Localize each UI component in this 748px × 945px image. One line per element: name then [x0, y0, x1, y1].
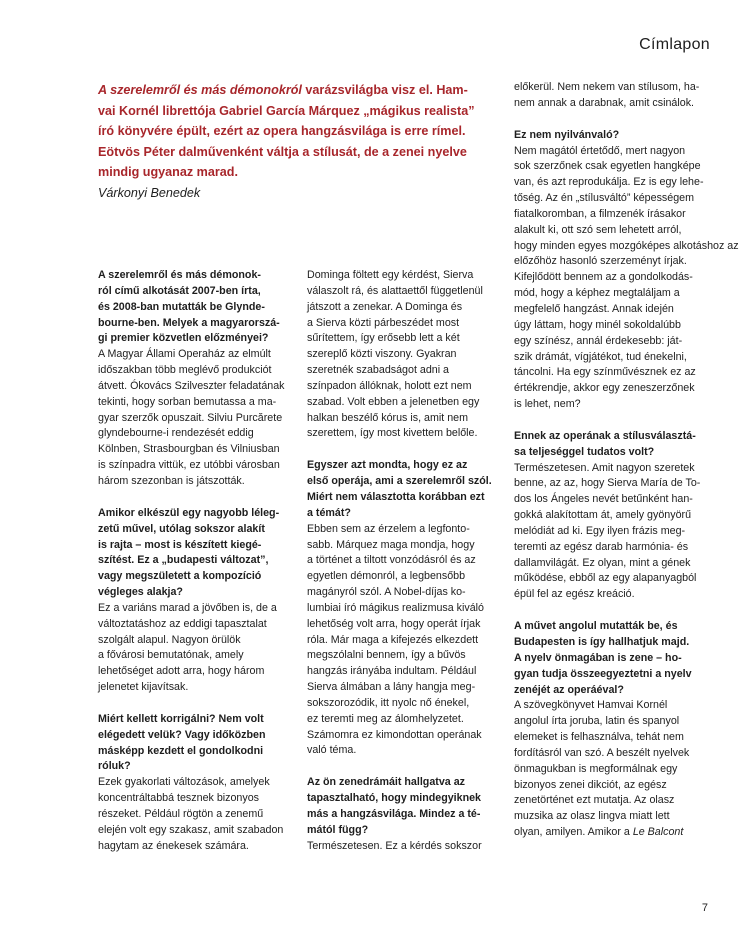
answer-line: önmagukban is megformálnak egy — [514, 762, 678, 775]
paragraph-gap — [307, 442, 503, 458]
question-line: Miért kellett korrigálni? Nem volt — [98, 712, 264, 725]
answer-line: glyndebourne-i rendezését eddig — [98, 427, 254, 440]
question-line: a témát? — [307, 506, 351, 519]
answer-line: a fővárosi bemutatónak, amely — [98, 649, 244, 662]
question-line: más a hangzásvilága. Mindez a té- — [307, 808, 481, 820]
answer-line: sűrítettem, így erősebb lett a két — [307, 332, 460, 345]
answer-line: is színpadra vittük, ez utóbbi városban — [98, 459, 280, 472]
question-line: és 2008-ban mutatták be Glynde- — [98, 300, 265, 313]
answer-line: magányról szól. A Nobel-díjas ko- — [307, 586, 466, 599]
answer-line: hagytam az énekesek számára. — [98, 839, 249, 852]
paragraph-gap — [514, 112, 714, 128]
answer-line: értékrendje, akkor egy zeneszerzőnek — [514, 382, 695, 395]
paragraph-gap — [98, 696, 294, 712]
question-line: végleges alakja? — [98, 586, 183, 599]
paragraph-gap — [98, 490, 294, 506]
author-byline: Várkonyi Benedek — [98, 185, 201, 200]
answer-line: Kölnben, Strasbourgban és Vilniusban — [98, 443, 280, 456]
question-line: A szerelemről és más démonok- — [98, 269, 261, 281]
section-title: Címlapon — [639, 36, 710, 53]
paragraph-gap — [514, 603, 714, 619]
answer-line: szolgált alapul. Nagyon örülök — [98, 633, 241, 646]
answer-line: színpadon állóknak, holott ezt nem — [307, 379, 472, 392]
question-line: másképp kezdett el gondolkodni — [98, 744, 264, 757]
answer-line: tőség. Az én „stílusváltó” képességem — [514, 192, 694, 205]
question-line: gi premier közvetlen előzményei? — [98, 332, 269, 345]
answer-line: egy színész, annál érdekesebb: ját- — [514, 334, 683, 347]
answer-line: teremti az egész darab harmónia- és — [514, 540, 689, 553]
column-2 — [307, 268, 503, 855]
answer-line: szereplő közti viszony. Gyakran — [307, 348, 457, 361]
answer-line: Természetesen. Ez a kérdés sokszor — [307, 839, 482, 852]
answer-line: sokszorozódik, itt nyolc nő énekel, — [307, 696, 470, 709]
question-line: A művet angolul mutatták be, és — [514, 620, 678, 633]
answer-line: lehetőséget adott arra, hogy három — [98, 665, 265, 678]
answer-line: gokká alakítottam át, amely gyönyörű — [514, 509, 692, 522]
answer-line: nem annak a darabnak, amit csinálok. — [514, 96, 695, 109]
answer-line: lumbiai író mágikus realizmusa kiváló — [307, 601, 485, 614]
lead-line — [98, 80, 508, 101]
question-line: Amikor elkészül egy nagyobb léleg- — [98, 506, 280, 519]
column-3 — [514, 80, 739, 841]
answer-line: átvett. Ókovács Szilveszter feladatának — [98, 379, 285, 392]
lead-paragraph — [98, 80, 508, 203]
answer-line: Ebben sem az érzelem a legfonto- — [307, 522, 470, 535]
question-line: Ez nem nyilvánvaló? — [514, 128, 620, 141]
question-line: Egyszer azt mondta, hogy ez az — [307, 459, 468, 472]
question-line: is rajta – most is készített kiegé- — [98, 538, 262, 551]
question-line: zetű művel, utólag sokszor alakít — [98, 522, 265, 535]
answer-line: melódiát ad ki. Egy ilyen frázis meg- — [514, 524, 686, 537]
answer-line: lehetőség volt arra, hogy operát írjak — [307, 617, 481, 630]
question-line: Az ön zenedrámáit hallgatva az — [307, 776, 465, 789]
opera-title-reference: Le Balcont — [632, 826, 684, 839]
answer-line: halkan beszélő kórus is, amit nem — [307, 411, 468, 424]
answer-line: zenetörténet ezt mutatja. Az olasz — [514, 794, 675, 807]
question-line: bourne-ben. Melyek a magyarorszá- — [98, 316, 280, 329]
question-line: szítést. Ez a „budapesti változat”, — [98, 554, 269, 567]
answer-line: alakult ki, ott szó sem lehetett arról, — [514, 223, 682, 236]
answer-line: angolul írta joruba, latin és spanyol — [514, 715, 680, 728]
question-line: A nyelv önmagában is zene – ho- — [514, 651, 682, 664]
answer-line: részeket. Például rögtön a zenemű — [98, 808, 264, 820]
answer-line: fiatalkoromban, a filmzenék írásakor — [514, 207, 686, 220]
answer-line: ez teremti meg az álomhelyzetet. — [307, 712, 464, 725]
page-number: 7 — [701, 902, 708, 914]
answer-line: szerettem, így most kivettem belőle. — [307, 427, 478, 440]
question-line: zenéjét az operáéval? — [514, 683, 624, 696]
question-line: mától függ? — [307, 823, 369, 836]
answer-line: elején volt egy szakasz, amit szabadon — [98, 823, 284, 836]
lead-line: vai Kornél librettója Gabriel García Márquez „mágikus realista” — [98, 103, 475, 118]
lead-line: író könyvére épült, ezért az opera hangzásvilága is erre rímel. — [98, 124, 466, 138]
answer-line: játszott a zenekar. A Dominga és — [307, 300, 463, 313]
answer-line: szeretnék szabadságot adni a — [307, 364, 450, 377]
answer-line: Dominga föltett egy kérdést, Sierva — [307, 269, 474, 281]
answer-line: úgy láttam, hogy minél sokoldalúbb — [514, 318, 681, 331]
answer-line: is lehet, nem? — [514, 398, 581, 411]
answer-line: megszólalni bennem, így a bűvös — [307, 649, 466, 662]
answer-line: hogy minden egyes mozgóképes alkotáshoz az — [514, 239, 739, 252]
answer-line: Ezek gyakorlati változások, amelyek — [98, 776, 270, 789]
question-line: gyan tudja összeegyeztetni a nyelv — [514, 667, 692, 680]
answer-line: előkerül. Nem nekem van stílusom, ha- — [514, 81, 700, 93]
answer-line: sok szerzőnek csak egyetlen hangképe — [514, 160, 701, 173]
question-line: elégedett velük? Vagy időközben — [98, 728, 266, 741]
answer-line: tekinti, hogy sorban bemutassa a ma- — [98, 395, 277, 408]
answer-line: benne, az az, hogy Sierva María de To- — [514, 477, 701, 490]
answer-line: válaszolt rá, és alattaettől függetlenül — [307, 284, 483, 297]
answer-line: hangzás irányába indultam. Például — [307, 665, 477, 678]
question-line: vagy megszületett a kompozíció — [98, 570, 262, 583]
answer-line: Sierva álmában a lány hangja meg- — [307, 681, 476, 694]
answer-line: róla. Már maga a kifejezés elkezdett — [307, 633, 479, 646]
answer-line: sabb. Márquez maga mondja, hogy — [307, 538, 475, 551]
paragraph-gap — [514, 413, 714, 429]
answer-line: táncolni. Ha egy színművésznek ez az — [514, 366, 696, 379]
question-line: Ennek az operának a stílusválasztá- — [514, 429, 696, 442]
answer-line: épül fel az egész kreáció. — [514, 588, 635, 601]
answer-line: elemeket is felhasználva, tehát nem — [514, 731, 684, 744]
question-line: tapasztalható, hogy mindegyiknek — [307, 792, 482, 805]
answer-line: dos los Ángeles nevét betűnként han- — [514, 493, 693, 506]
answer-line: egyetlen démonról, a legbensőbb — [307, 570, 466, 583]
answer-line: való téma. — [307, 744, 357, 757]
column-1 — [98, 268, 294, 855]
answer-line: Számomra ez kimondottan operának — [307, 728, 482, 741]
answer-line: muzsika az olasz lingva miatt lett — [514, 810, 670, 823]
answer-line: előzőhöz hasonló szerzeményt írjak. — [514, 255, 687, 268]
answer-line: dallamvilágát. Ez olyan, mint a gének — [514, 556, 691, 569]
lead-line: mindig ugyanaz marad. — [98, 165, 238, 179]
answer-line: fordításról van szó. A beszélt nyelvek — [514, 746, 690, 759]
question-line: első operája, ami a szerelemről szól. — [307, 475, 492, 488]
question-line: Miért nem választotta korábban ezt — [307, 490, 485, 503]
answer-line: olyan, amilyen. Amikor a Le Balcont — [514, 826, 684, 839]
answer-line: időszakban több meglévő produkciót — [98, 364, 272, 377]
answer-line: van, és azt reprodukálja. Ez is egy lehe- — [514, 176, 704, 189]
answer-line: bizonyos zenei dikciót, az egész — [514, 778, 667, 791]
question-line: Budapesten is így hallhatjuk majd. — [514, 636, 690, 648]
answer-line: gyar szerzők opuszait. Silviu Purcărete — [98, 411, 283, 424]
answer-line: szabad. Volt ebben a jelenetben egy — [307, 395, 480, 408]
answer-line: Kifejlődött bennem az a gondolkodás- — [514, 271, 693, 284]
paragraph-gap — [307, 759, 503, 775]
answer-line: jelenetet kijavítsak. — [98, 681, 189, 694]
answer-line: mód, hogy a képhez megtaláljam a — [514, 287, 680, 300]
question-line: sa teljeséggel tudatos volt? — [514, 445, 655, 458]
answer-line: Ez a variáns marad a jövőben is, de a — [98, 601, 277, 614]
answer-line: megfelelő hangzást. Annak idején — [514, 302, 674, 315]
answer-line: A szövegkönyvet Hamvai Kornél — [514, 699, 668, 712]
answer-line: A Magyar Állami Operaház az elmúlt — [98, 348, 271, 361]
opera-title: A szerelemről és más démonokról — [98, 83, 302, 97]
lead-line: Eötvös Péter dalművenként váltja a stílusát, de a zenei nyelve — [98, 144, 467, 159]
answer-line: a Sierva közti párbeszédet most — [307, 316, 460, 329]
answer-line: a történet a tiltott vonzódásról és az — [307, 554, 476, 567]
answer-line: koncentráltabbá tesznek bizonyos — [98, 792, 260, 805]
question-line: ról című alkotását 2007-ben írta, — [98, 284, 261, 297]
lead-text: varázsvilágba visz el. Ham- — [301, 83, 468, 97]
answer-line: működése, ebből az egy alapanyagból — [514, 572, 697, 585]
answer-line: Nem magától értetődő, mert nagyon — [514, 144, 686, 157]
answer-line: három szezonban is játszották. — [98, 474, 245, 487]
answer-line: Természetesen. Amit nagyon szeretek — [514, 461, 695, 474]
answer-line: változtatáshoz az eddigi tapasztalat — [98, 617, 267, 630]
question-line: róluk? — [98, 760, 131, 773]
answer-line: szik drámát, vígjátékot, tud énekelni, — [514, 350, 687, 363]
